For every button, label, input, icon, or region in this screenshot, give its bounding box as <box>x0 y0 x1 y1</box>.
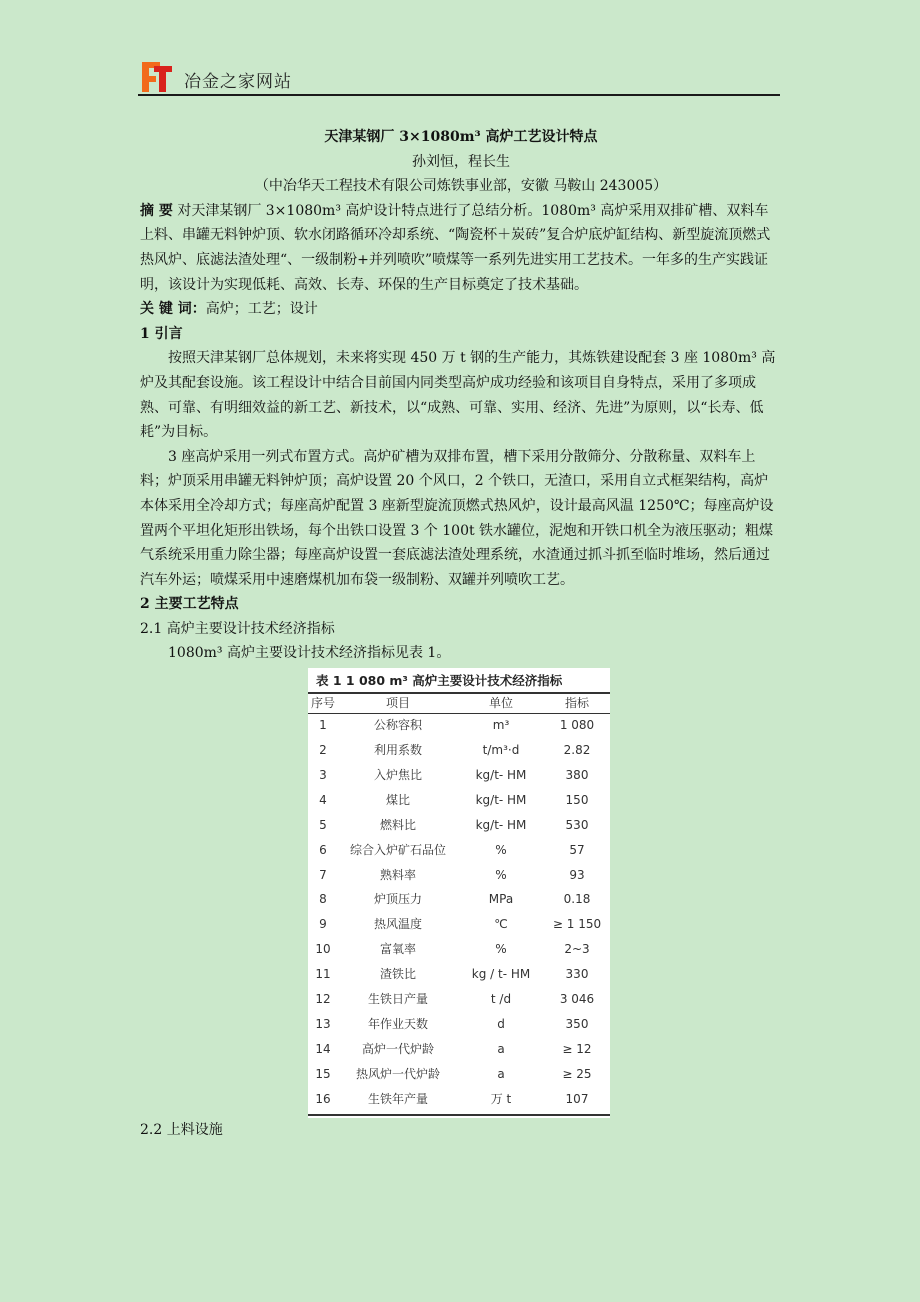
cell-unit: a <box>497 1041 505 1056</box>
cell-value: ≥ 25 <box>562 1066 592 1081</box>
paper-title: 天津某钢厂 3×1080m³ 高炉工艺设计特点 <box>324 129 598 145</box>
cell-unit: kg/t- HM <box>475 767 527 782</box>
cell-item: 熟料率 <box>379 867 416 882</box>
cell-item: 生铁日产量 <box>367 992 428 1007</box>
cell-index: 3 <box>319 767 327 782</box>
table-row <box>308 1012 610 1037</box>
table-row <box>308 738 610 763</box>
cell-index: 2 <box>319 742 327 757</box>
section-heading-intro: 1 引言 <box>140 325 183 342</box>
cell-unit: % <box>495 867 507 882</box>
cell-index: 12 <box>315 992 331 1007</box>
cell-unit: % <box>495 842 507 857</box>
cell-index: 9 <box>319 917 327 932</box>
cell-item: 热风温度 <box>373 917 422 932</box>
cell-unit: kg/t- HM <box>475 792 527 807</box>
cell-value: 2~3 <box>564 942 590 957</box>
cell-unit: kg / t- HM <box>471 967 531 982</box>
cell-value: 3 046 <box>559 992 595 1007</box>
table-1 <box>308 668 610 1118</box>
cell-value: 530 <box>565 817 589 832</box>
cell-index: 10 <box>315 942 331 957</box>
cell-value: 57 <box>569 842 585 857</box>
cell-unit: m³ <box>492 718 510 733</box>
abstract <box>140 199 782 297</box>
cell-value: 2.82 <box>563 742 591 757</box>
table-row <box>308 912 610 937</box>
table-row <box>308 713 610 738</box>
intro-paragraph-1: 按照天津某钢厂总体规划，未来将实现 450 万 t 钢的生产能力，其炼铁建设配套 3 座 1080m³ 高炉及其配套设施。该工程设计中结合目前国内同类型高炉成功经验和该项目自身特点，采用了多项成熟、可靠、有明细效益的新工艺、新技术，以“成熟、可靠、实用、经济、先进”为原则，以“长寿、低耗”为目标。 <box>140 350 776 441</box>
cell-unit: t /d <box>490 992 512 1007</box>
abstract-text: 对天津某钢厂 3×1080m³ 高炉设计特点进行了总结分析。1080m³ 高炉采用双排矿槽、双料车上料、串罐无料钟炉顶、软水闭路循环冷却系统、“陶瓷杯＋炭砖”复合炉底炉缸结构、新型旋流顶燃式热风炉、底滤法渣处理“、一级制粉+并列喷吹”喷煤等一系列先进实用工艺技术。一年多的生产实践证明，该设计为实现低耗、高效、长寿、环保的生产目标奠定了技术基础。 <box>140 202 771 293</box>
site-logo-icon <box>138 58 174 94</box>
abstract-label: 摘 要 <box>140 202 173 219</box>
cell-unit: ℃ <box>494 917 508 932</box>
cell-index: 15 <box>315 1066 331 1081</box>
table-row <box>308 1087 610 1112</box>
cell-index: 16 <box>315 1091 331 1106</box>
cell-value: 1 080 <box>559 718 595 733</box>
section-heading-process: 2 主要工艺特点 <box>140 596 239 613</box>
table-row <box>308 863 610 888</box>
keywords-text: 高炉；工艺；设计 <box>205 301 318 318</box>
cell-item: 利用系数 <box>373 742 422 757</box>
table-body <box>308 713 610 1112</box>
header-index: 序号 <box>310 696 335 711</box>
cell-item: 年作业天数 <box>367 1016 428 1031</box>
subsection-heading-charging: 2.2 上料设施 <box>140 1122 223 1139</box>
cell-index: 13 <box>315 1016 331 1031</box>
cell-value: 150 <box>565 792 589 807</box>
cell-value: 330 <box>565 967 589 982</box>
table-row <box>308 763 610 788</box>
cell-unit: a <box>497 1066 505 1081</box>
paper-affiliation: （中冶华天工程技术有限公司炼铁事业部，安徽 马鞍山 243005） <box>254 178 668 195</box>
table-row <box>308 813 610 838</box>
cell-item: 渣铁比 <box>379 967 416 982</box>
cell-value: 380 <box>565 767 589 782</box>
cell-value: ≥ 1 150 <box>552 917 602 932</box>
indicator-table <box>308 694 610 1112</box>
cell-index: 8 <box>319 892 327 907</box>
cell-item: 入炉焦比 <box>373 767 422 782</box>
header-value: 指标 <box>564 696 589 711</box>
table-caption: 表 1 1 080 m³ 高炉主要设计技术经济指标 <box>316 673 563 689</box>
cell-index: 6 <box>319 842 327 857</box>
cell-unit: % <box>495 942 507 957</box>
cell-value: 107 <box>565 1091 589 1106</box>
cell-index: 1 <box>319 718 327 733</box>
table-row <box>308 1062 610 1087</box>
table-row <box>308 887 610 912</box>
header-unit: 单位 <box>488 696 513 711</box>
cell-item: 综合入炉矿石品位 <box>349 842 446 857</box>
cell-index: 7 <box>319 867 327 882</box>
site-header <box>138 58 780 96</box>
cell-item: 生铁年产量 <box>367 1091 428 1106</box>
table-rule-bottom <box>308 1114 610 1116</box>
cell-item: 公称容积 <box>373 718 422 733</box>
cell-value: ≥ 12 <box>562 1041 592 1056</box>
cell-unit: 万 t <box>490 1091 512 1106</box>
cell-value: 93 <box>569 867 585 882</box>
table-row <box>308 1037 610 1062</box>
header-item: 项目 <box>385 696 410 711</box>
site-name: 冶金之家网站 <box>184 72 292 92</box>
cell-item: 热风炉一代炉龄 <box>355 1066 440 1081</box>
indicators-paragraph: 1080m³ 高炉主要设计技术经济指标见表 1。 <box>168 645 451 662</box>
table-row <box>308 838 610 863</box>
cell-index: 5 <box>319 817 327 832</box>
cell-unit: MPa <box>488 892 514 907</box>
cell-unit: kg/t- HM <box>475 817 527 832</box>
table-row <box>308 987 610 1012</box>
cell-item: 炉顶压力 <box>373 892 422 907</box>
cell-item: 富氧率 <box>379 942 416 957</box>
cell-unit: d <box>497 1016 505 1031</box>
cell-value: 0.18 <box>563 892 591 907</box>
paper-authors: 孙刘恒，程长生 <box>412 153 510 170</box>
cell-item: 煤比 <box>385 792 410 807</box>
paper-body <box>140 125 782 1143</box>
cell-item: 高炉一代炉龄 <box>361 1041 434 1056</box>
table-row <box>308 962 610 987</box>
keywords <box>140 297 782 322</box>
cell-index: 14 <box>315 1041 331 1056</box>
subsection-heading-indicators: 2.1 高炉主要设计技术经济指标 <box>140 620 335 637</box>
cell-unit: t/m³·d <box>482 742 520 757</box>
cell-value: 350 <box>565 1016 589 1031</box>
table-header-row <box>308 694 610 713</box>
header-divider <box>138 94 780 96</box>
cell-item: 燃料比 <box>379 817 416 832</box>
table-row <box>308 937 610 962</box>
intro-paragraph-2: 3 座高炉采用一列式布置方式。高炉矿槽为双排布置，槽下采用分散筛分、分散称量、双料车上料；炉顶采用串罐无料钟炉顶；高炉设置 20 个风口，2 个铁口，无渣口，采用自立式框架结构，高炉本体采用全冷却方式；每座高炉配置 3 座新型旋流顶燃式热风炉，设计最高风温 1250℃；每座高炉设置两个平坦化矩形出铁场，每个出铁口设置 3 个 100t 铁水罐位，泥炮和开铁口机全为液压驱动；粗煤气系统采用重力除尘器；每座高炉设置一套底滤法渣处理系统，水渣通过抓斗抓至临时堆场，然后通过汽车外运；喷煤采用中速磨煤机加布袋一级制粉、双罐并列喷吹工艺。 <box>140 448 774 588</box>
keywords-label: 关 键 词： <box>140 301 206 318</box>
cell-index: 11 <box>315 967 331 982</box>
cell-index: 4 <box>319 792 327 807</box>
table-row <box>308 788 610 813</box>
